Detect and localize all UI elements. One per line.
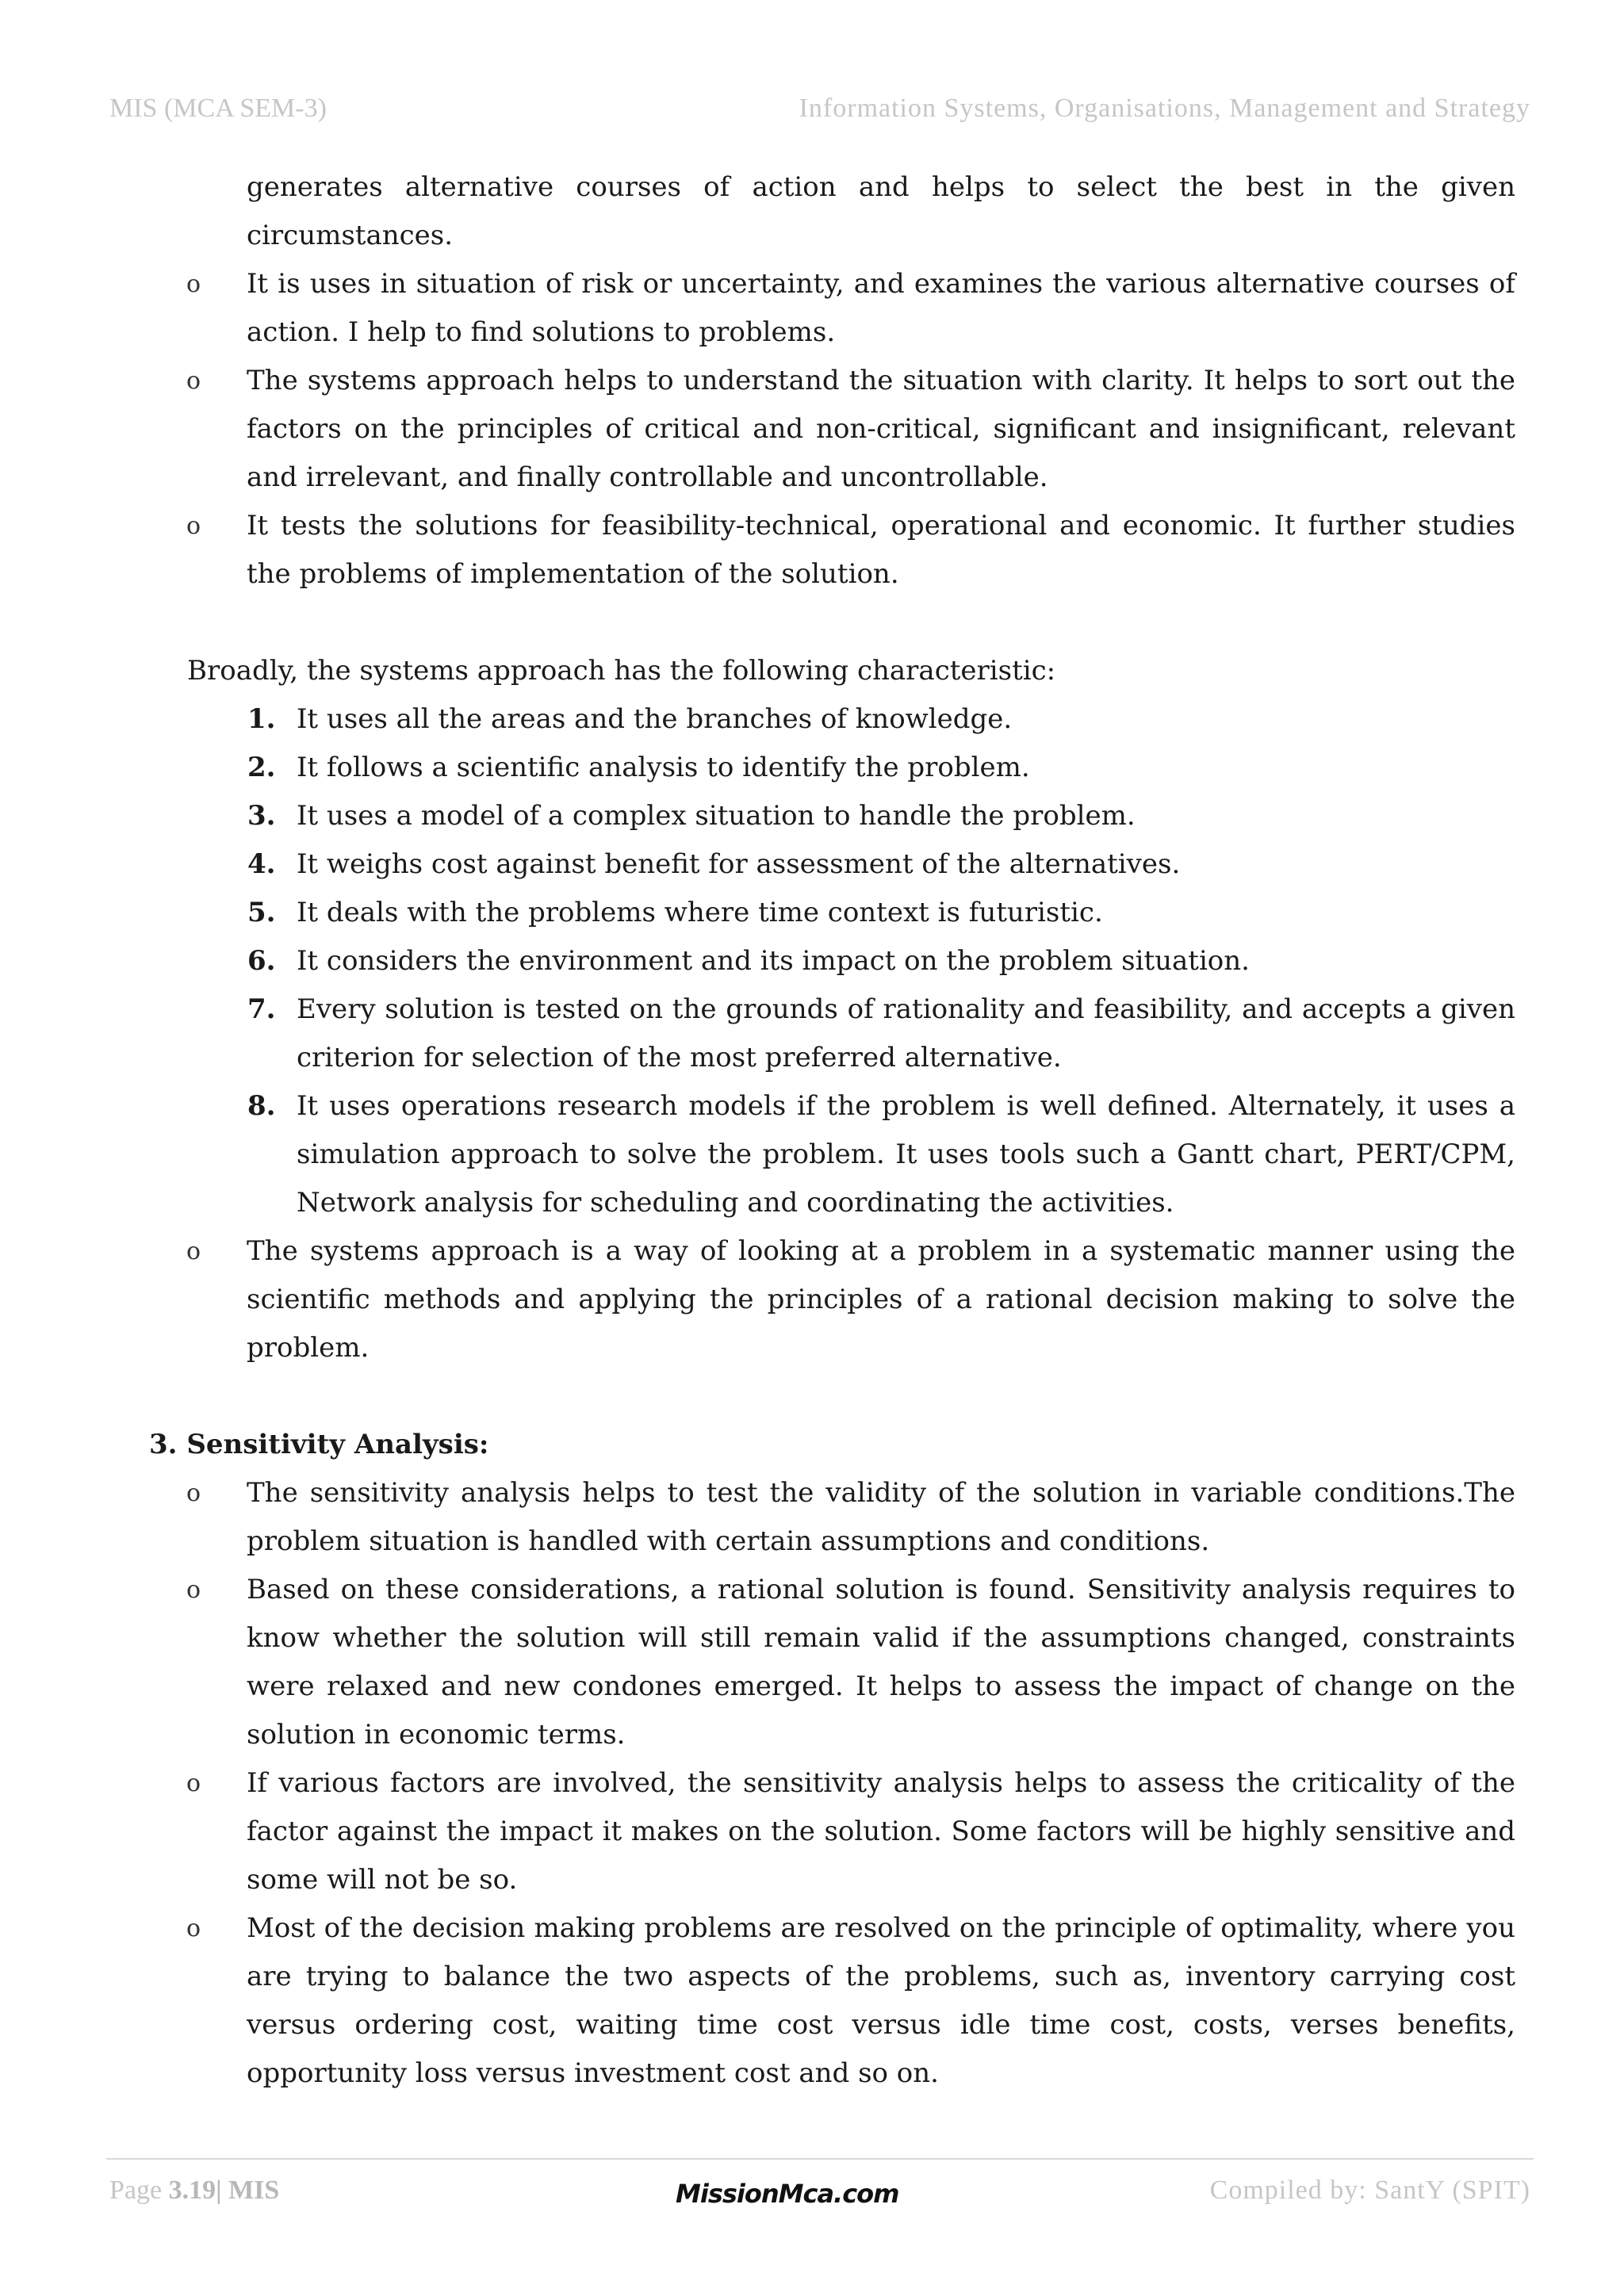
bullet-marker: o	[186, 512, 201, 540]
list-item	[247, 985, 1515, 1082]
item-number: 4.	[247, 848, 276, 880]
bullet-text: Based on these considerations, a rational solution is found. Sensitivity analysis requires to know whether the solution will still remain valid if the assumptions changed, constraints were relaxed and new condones emerged. It helps to assess the impact of change on the solution in economic terms.	[247, 1574, 1515, 1751]
section-heading: 3. Sensitivity Analysis:	[149, 1429, 489, 1460]
page-body	[0, 163, 1624, 2098]
bullet-text: The systems approach is a way of looking at a problem in a systematic manner using the scientific methods and applying the principles of a rational decision making to solve the problem.	[247, 1235, 1515, 1364]
footer-page-prefix: Page	[109, 2175, 169, 2205]
list-item	[247, 840, 1515, 889]
item-number: 3.	[247, 800, 276, 832]
bullet-text: It is uses in situation of risk or uncertainty, and examines the various alternative courses of action. I help to find solutions to problems.	[247, 268, 1515, 348]
list-item	[186, 1469, 1515, 1566]
footer-divider	[106, 2158, 1534, 2160]
item-text: It uses a model of a complex situation to handle the problem.	[297, 800, 1136, 832]
header-course: MIS (MCA SEM-3)	[109, 94, 327, 123]
footer-page-number: 3.19	[168, 2175, 216, 2205]
bullet-text: It tests the solutions for feasibility-technical, operational and economic. It further studies the problems of implementation of the solution.	[247, 510, 1515, 590]
list-item	[247, 937, 1515, 985]
footer-site-logo: MissionMca.com	[676, 2179, 899, 2209]
bullet-marker: o	[186, 367, 201, 395]
bullet-marker: o	[186, 1576, 201, 1604]
list-item	[186, 1759, 1515, 1904]
characteristics-list	[0, 695, 1624, 1227]
list-item	[186, 1227, 1515, 1372]
list-item	[186, 1566, 1515, 1759]
item-text: It uses operations research models if the problem is well defined. Alternately, it uses a simulation approach to solve the problem. It uses tools such a Gantt chart, PERT/CPM, Network analysis for scheduling and coordinating the activities.	[297, 1090, 1515, 1219]
item-text: It uses all the areas and the branches of knowledge.	[297, 703, 1013, 735]
item-number: 6.	[247, 945, 276, 977]
footer-compiler: Compiled by: SantY (SPIT)	[1209, 2175, 1530, 2205]
item-text: It weighs cost against benefit for assessment of the alternatives.	[297, 848, 1181, 880]
bullet-list-a	[0, 260, 1624, 599]
bullet-marker: o	[186, 1238, 201, 1265]
bullet-marker: o	[186, 1915, 201, 1942]
characteristics-intro: Broadly, the systems approach has the following characteristic:	[187, 655, 1056, 687]
list-item	[247, 889, 1515, 937]
item-text: It follows a scientific analysis to identify the problem.	[297, 752, 1030, 783]
item-number: 5.	[247, 897, 276, 928]
bullet-text: If various factors are involved, the sensitivity analysis helps to assess the criticality of the factor against the impact it makes on the solution. Some factors will be highly sensitive and some will not be so.	[247, 1767, 1515, 1896]
item-number: 8.	[247, 1090, 276, 1122]
bullet-list-c	[0, 1469, 1624, 2098]
list-item	[247, 695, 1515, 744]
bullet-marker: o	[186, 1770, 201, 1797]
bullet-text: The systems approach helps to understand the situation with clarity. It helps to sort out the factors on the principles of critical and non-critical, significant and insignificant, relevant and irrelevant, and finally controllable and uncontrollable.	[247, 365, 1515, 493]
item-number: 1.	[247, 703, 276, 735]
bullet-marker: o	[186, 1479, 201, 1507]
bullet-text: The sensitivity analysis helps to test the validity of the solution in variable conditions.The problem situation is handled with certain assumptions and conditions.	[247, 1477, 1515, 1557]
list-item	[186, 357, 1515, 502]
list-item	[186, 502, 1515, 599]
item-text: Every solution is tested on the grounds of rationality and feasibility, and accepts a given criterion for selection of the most preferred alternative.	[297, 993, 1515, 1073]
list-item	[247, 744, 1515, 792]
list-item	[186, 260, 1515, 357]
header-chapter-title: Information Systems, Organisations, Management and Strategy	[799, 94, 1530, 123]
bullet-marker: o	[186, 270, 201, 298]
item-text: It considers the environment and its impact on the problem situation.	[297, 945, 1250, 977]
item-text: It deals with the problems where time context is futuristic.	[297, 897, 1103, 928]
footer-page-suffix: | MIS	[216, 2175, 280, 2205]
continuation-text: generates alternative courses of action and helps to select the best in the given circumstances.	[247, 171, 1515, 251]
footer-page-info	[109, 2175, 279, 2206]
item-number: 7.	[247, 993, 276, 1025]
list-item	[247, 1082, 1515, 1227]
bullet-text: Most of the decision making problems are resolved on the principle of optimality, where you are trying to balance the two aspects of the problems, such as, inventory carrying cost versus ordering cost, waiting time cost versus idle time cost, costs, verses benefits, opportunity loss versus investment cost and so on.	[247, 1912, 1515, 2089]
list-item	[186, 1904, 1515, 2098]
list-item	[247, 792, 1515, 840]
item-number: 2.	[247, 752, 276, 783]
